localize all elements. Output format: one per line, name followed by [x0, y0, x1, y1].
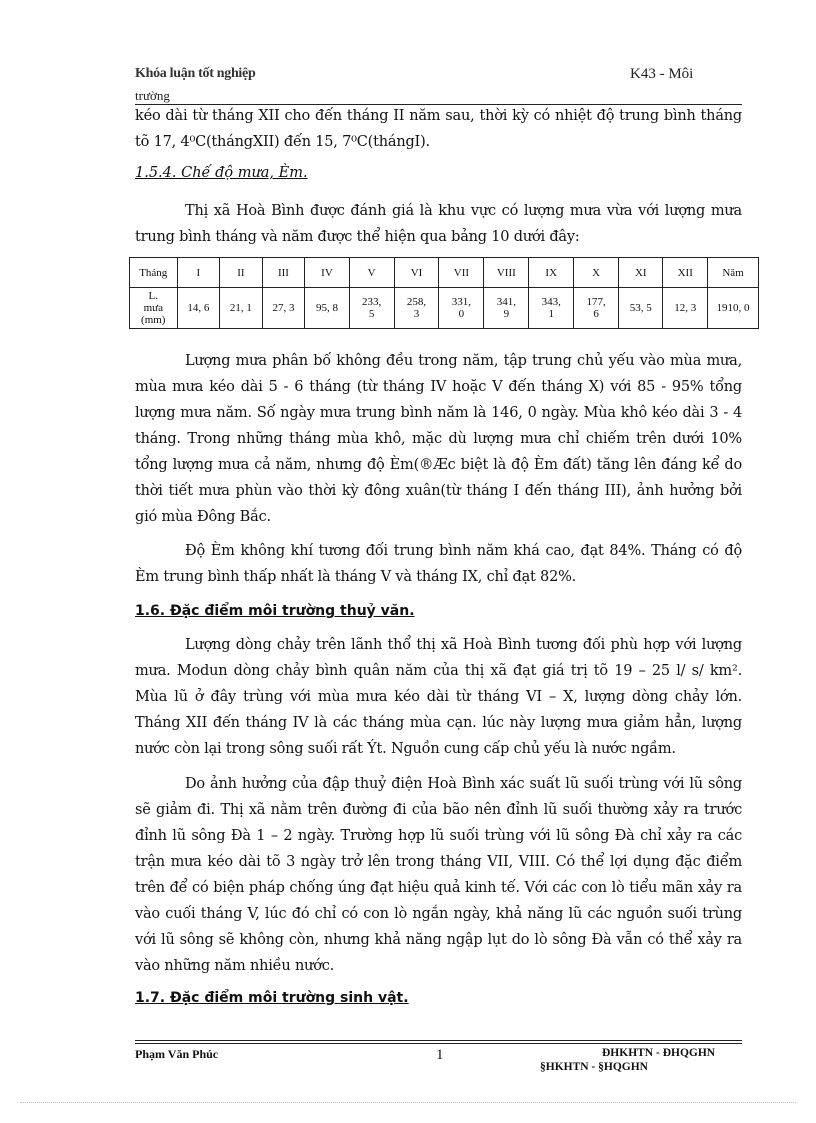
text-line: tháng. Trong những tháng mùa khô, mặc dù lượng mưa chỉ chiếm trên dưới 10% [135, 431, 742, 447]
table-cell [484, 288, 529, 329]
cell-text: 177, [586, 296, 606, 308]
table-header-cell: Năm [708, 258, 759, 288]
table-header-cell: VIII [484, 258, 529, 288]
cell-text: 21, 1 [229, 302, 252, 314]
table-header-cell: IV [305, 258, 349, 288]
text-line: Lượng dòng chảy trên lãnh thổ thị xã Hoà Bình tương đối phù hợp với lượng [185, 637, 742, 653]
cell-text: 1910, 0 [716, 302, 750, 314]
cell-text: 5 [368, 308, 375, 320]
cell-text: 53, 5 [629, 302, 652, 314]
cell-text: 331, [451, 296, 472, 308]
text-line: gió mùa Đông Bắc. [135, 509, 271, 525]
table-row [130, 288, 759, 329]
text-line: đỉnh lũ sông Đà 1 – 2 ngày. Trường hợp lũ suối trùng với lũ sông Đà chỉ xảy ra các [135, 828, 742, 844]
cell-text: 1 [548, 308, 554, 320]
table-header-cell: XII [663, 258, 708, 288]
footer-institution-alt: §HKHTN - §HQGHN [540, 1061, 648, 1073]
table-cell [663, 288, 708, 329]
text-line: Lượng mưa phân bố không đều trong năm, tập trung chủ yếu vào mùa mưa, [185, 353, 742, 369]
cell-text: 233, [361, 296, 382, 308]
text-line: Do ảnh hưởng của đập thuỷ điện Hoà Bình xác suất lũ suối trùng với lũ sông [185, 776, 742, 792]
table-header-cell: XI [619, 258, 663, 288]
text-line: với lũ sông sẽ không còn, nhưng khả năng ngập lụt do lò sông Đà vẫn có thể xảy ra [135, 932, 742, 948]
table-header-cell: II [220, 258, 263, 288]
table-header-cell: Tháng [130, 258, 178, 288]
cell-text: 14, 6 [187, 302, 210, 314]
text-line: Tháng XII đến tháng IV là các tháng mùa cạn. lúc này lượng mưa giảm hẳn, lượng [135, 715, 742, 731]
footer-rule [135, 1040, 742, 1041]
text-line: trên để có biện pháp chống úng đạt hiệu quả kinh tế. Với các con lò tiểu mãn xảy ra [135, 880, 742, 896]
table-cell [349, 288, 394, 329]
text-line: Thị xã Hoà Bình được đánh giá là khu vực có lượng mưa vừa với lượng mưa [185, 203, 742, 219]
text-line: thời tiết mưa phùn vào thời kỳ đông xuân(từ tháng I đến tháng III), ảnh hưởng bởi [135, 483, 742, 499]
row-label-line: mưa [143, 302, 163, 314]
table-header-cell: I [177, 258, 220, 288]
cell-text: 3 [413, 308, 420, 320]
table-cell [220, 288, 263, 329]
text-line: vào những năm nhiều nước. [135, 958, 335, 974]
text-line: Độ Èm không khí tương đối trung bình năm khá cao, đạt 84%. Tháng có độ [185, 543, 742, 559]
page-bottom-dotted-line [20, 1102, 796, 1103]
cell-text: 6 [593, 308, 599, 320]
cell-text: 27, 3 [272, 302, 295, 314]
table-header-cell: V [349, 258, 394, 288]
text-line: sẽ giảm đi. Thị xã nằm trên đường đi của bão nên đỉnh lũ suối thường xảy ra trước [135, 802, 742, 818]
cell-text: 9 [503, 308, 510, 320]
cell-text: 343, [541, 296, 561, 308]
table-cell [529, 288, 574, 329]
table-cell [305, 288, 349, 329]
header-title-continued: trường [135, 88, 170, 103]
table-header-cell: VI [394, 258, 439, 288]
page-number: 1 [436, 1047, 444, 1063]
text-line: lượng mưa năm. Số ngày mưa trung bình năm là 146, 0 ngày. Mùa khô kéo dài 3 - 4 [135, 405, 742, 421]
text-line: mưa. Modun dòng chảy bình quân năm của thị xã đạt giá trị tõ 19 – 25 l/ s/ km². [135, 663, 742, 679]
table-cell [394, 288, 439, 329]
table-cell [439, 288, 484, 329]
row-label-line: L. [148, 290, 158, 302]
text-line: trận mưa kéo dài tõ 3 ngày trở lên trong tháng VII, VIII. Có thể lợi dụng đặc điểm [135, 854, 742, 870]
table-header-cell: III [262, 258, 305, 288]
cell-text: 341, [496, 296, 516, 308]
text-line: Mùa lũ ở đây trùng với mùa mưa kéo dài từ tháng VI – X, lượng dòng chảy lớn. [135, 689, 742, 705]
header-title: Khóa luận tốt nghiệp [135, 66, 256, 81]
table-row-label [130, 288, 178, 329]
header-class-code: K43 - Môi [630, 66, 694, 82]
text-line: vào cuối tháng V, lúc đó chỉ có con lò ngắn ngày, khả năng lũ các nguồn suối trùng [135, 906, 742, 922]
text-line: tõ 17, 4⁰C(thángXII) đến 15, 7⁰C(thángI). [135, 134, 430, 150]
cell-text: 258, [406, 296, 427, 308]
footer-rule [135, 1043, 742, 1044]
text-line: nước còn lại trong sông suối rất Ýt. Nguồn cung cấp chủ yếu là nước ngầm. [135, 741, 676, 757]
footer-institution: ĐHKHTN - ĐHQGHN [602, 1047, 716, 1059]
text-line: mùa mưa kéo dài 5 - 6 tháng (từ tháng IV hoặc V đến tháng X) với 85 - 95% tổng [135, 379, 742, 395]
table-cell [262, 288, 305, 329]
text-line: Èm trung bình thấp nhất là tháng V và tháng IX, chỉ đạt 82%. [135, 569, 577, 585]
cell-text: 95, 8 [315, 302, 338, 314]
cell-text: 12, 3 [674, 302, 697, 314]
section-heading-1-5-4: 1.5.4. Chế độ mưa, Èm. [135, 165, 308, 181]
footer-author: Phạm Văn Phúc [135, 1047, 219, 1061]
table-header-cell: X [574, 258, 619, 288]
cell-text: 0 [458, 308, 465, 320]
table-cell [177, 288, 220, 329]
section-heading-1-6: 1.6. Đặc điểm môi trường thuỷ văn. [135, 603, 415, 619]
table-header-row [130, 258, 759, 288]
table-header-cell: VII [439, 258, 484, 288]
text-line: kéo dài từ tháng XII cho đến tháng II năm sau, thời kỳ có nhiệt độ trung bình tháng [135, 108, 742, 124]
table-cell [708, 288, 759, 329]
table-cell [619, 288, 663, 329]
section-heading-1-7: 1.7. Đặc điểm môi trường sinh vật. [135, 990, 409, 1006]
row-label-line: (mm) [141, 314, 166, 326]
table-cell [574, 288, 619, 329]
text-line: tổng lượng mưa cả năm, nhưng độ Èm(®Æc biệt là độ Èm đất) tăng lên đáng kể do [135, 457, 742, 473]
text-line: trung bình tháng và năm được thể hiện qua bảng 10 dưới đây: [135, 229, 580, 245]
table-header-cell: IX [529, 258, 574, 288]
rainfall-table [129, 257, 759, 329]
